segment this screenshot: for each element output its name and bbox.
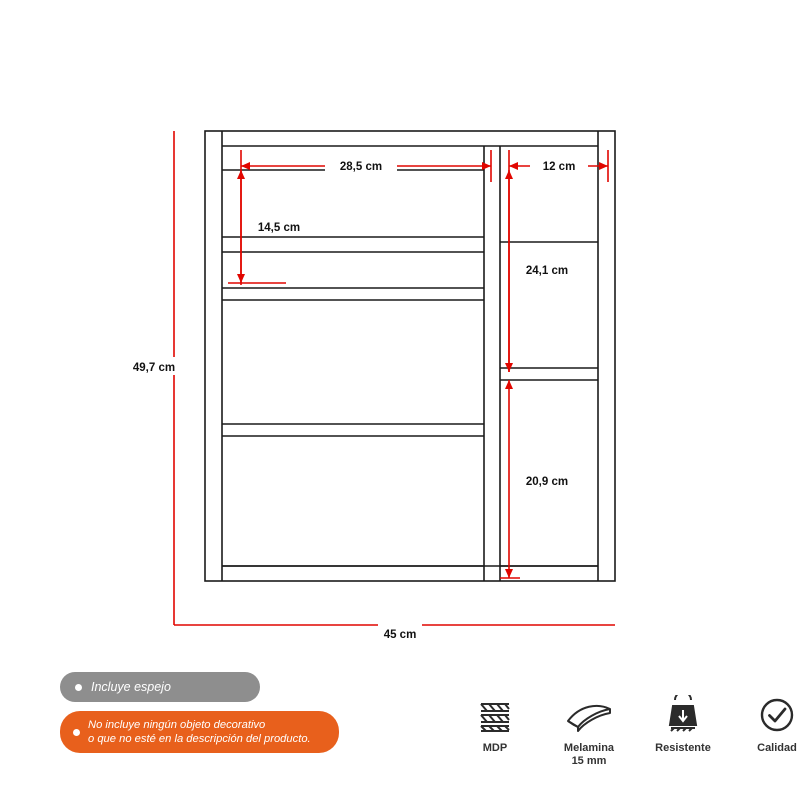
- feature-melamine-label: [556, 742, 622, 768]
- decoration-disclaimer-badge: [60, 711, 339, 753]
- dimension-label-height-total: 49,7 cm: [132, 362, 176, 374]
- dimension-label-width-top-left: 28,5 cm: [339, 161, 383, 173]
- bullet-dot-icon: [75, 684, 82, 691]
- feature-resistant-label: Resistente: [655, 742, 711, 754]
- weight-resistance-icon: [650, 694, 716, 736]
- feature-quality: [744, 694, 800, 755]
- bullet-dot-icon: [73, 729, 80, 736]
- disclaimer-line-1: No incluye ningún objeto decorativo: [88, 719, 266, 731]
- feature-quality-label: Calidad: [757, 742, 797, 754]
- badge-group: [60, 672, 360, 753]
- feature-melamine-text: Melamina 15 mm: [563, 742, 615, 767]
- feature-resistant: [650, 694, 716, 755]
- dimension-label-width-top-right: 12 cm: [542, 161, 576, 173]
- includes-mirror-label: Incluye espejo: [91, 680, 171, 694]
- dimension-label-height-upper-left-shelf: 14,5 cm: [257, 222, 301, 234]
- dimension-label-height-right-upper: 24,1 cm: [525, 265, 569, 277]
- feature-mdp: [462, 694, 528, 755]
- dimension-label-width-total: 45 cm: [383, 629, 417, 641]
- dimension-label-height-right-lower: 20,9 cm: [525, 476, 569, 488]
- dimension-labels: [128, 156, 588, 642]
- wood-board-icon: [462, 694, 528, 736]
- includes-mirror-badge: [60, 672, 260, 702]
- feature-mdp-label: MDP: [482, 742, 508, 754]
- quality-check-icon: [744, 694, 800, 736]
- feature-icon-row: [462, 694, 800, 768]
- disclaimer-line-2: o que no esté en la descripción del producto.: [88, 733, 311, 745]
- dimension-lines: [174, 131, 615, 625]
- feature-melamine: [556, 694, 622, 768]
- melamine-sheet-icon: [556, 694, 622, 736]
- cabinet-body: [205, 131, 615, 581]
